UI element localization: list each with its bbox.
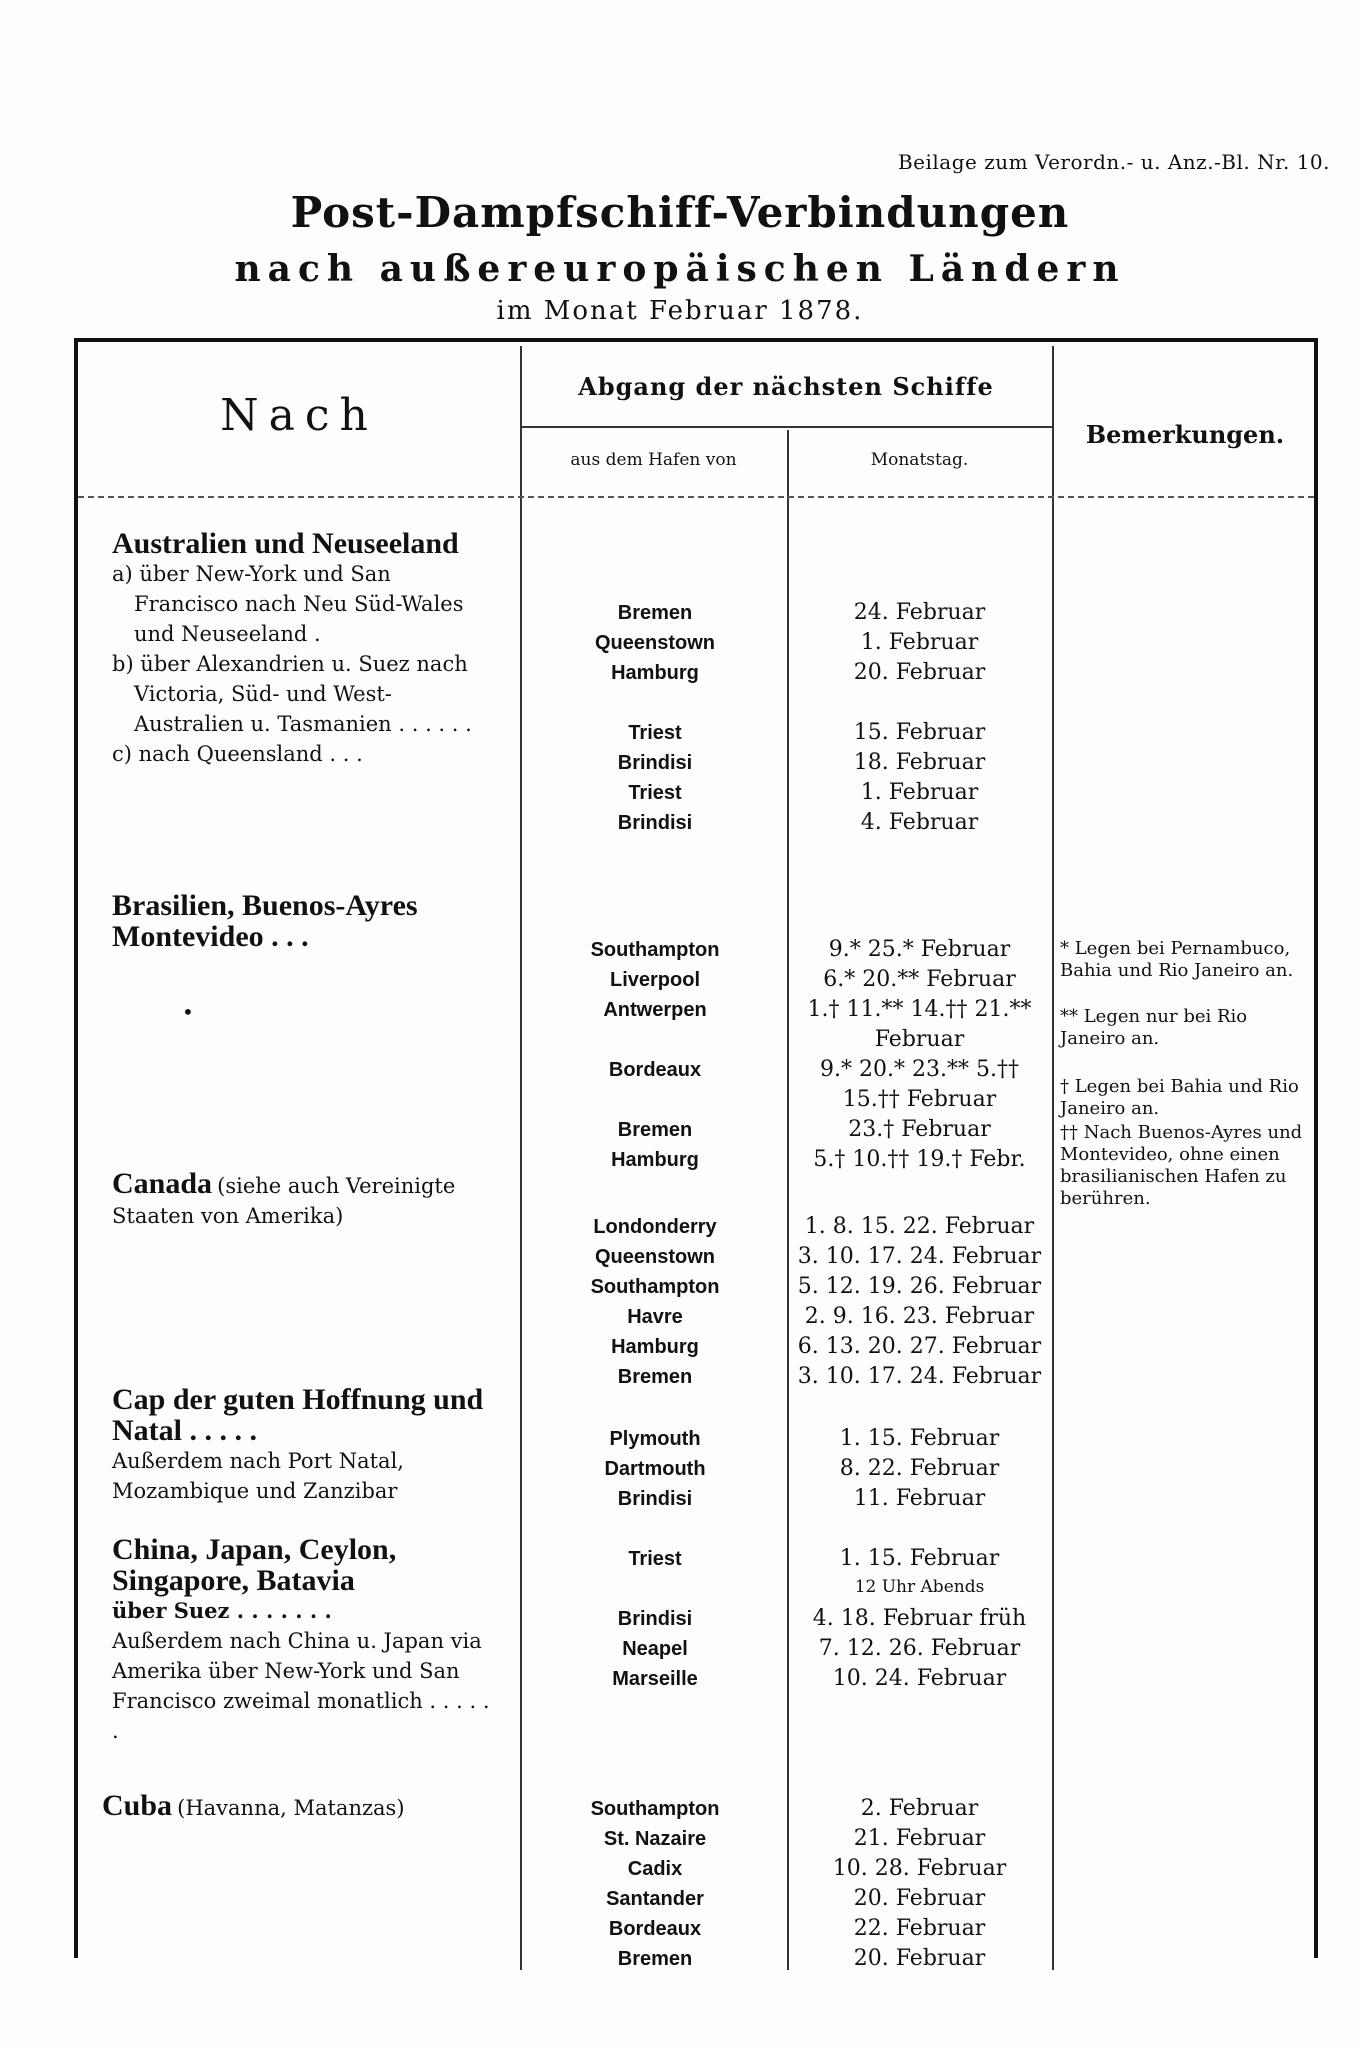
- destination-route-c: c) nach Queensland . . .: [112, 742, 363, 766]
- sailing-day: 1.† 11.** 14.†† 21.**: [807, 997, 1032, 1022]
- destination-head: Brasilien, Buenos-Ayres Montevideo . . .: [112, 889, 418, 953]
- port: Triest: [628, 722, 682, 744]
- remark: † Legen bei Bahia und Rio Janeiro an.: [1060, 1076, 1299, 1119]
- sailing-day: 15. Februar: [853, 720, 986, 745]
- sailing-day: Februar: [874, 1027, 965, 1052]
- destination-canada: [112, 1168, 498, 1231]
- header-bottom-rule: [78, 496, 1314, 498]
- sailing-day: 20. Februar: [853, 1886, 986, 1911]
- page-subtitle: nach außereuropäischen Ländern: [234, 248, 1126, 290]
- port: Bremen: [617, 602, 693, 624]
- port: Hamburg: [611, 662, 699, 684]
- destination-note: Außerdem nach Port Natal, Mozambique und Zanzibar: [112, 1449, 404, 1503]
- sailing-day: 2. Februar: [860, 1796, 979, 1821]
- destination-note: (siehe auch Vereinigte Staaten von Amerika): [112, 1174, 456, 1228]
- sailing-day: 15.†† Februar: [842, 1087, 997, 1112]
- destination-china: [112, 1534, 498, 1746]
- sailing-day: 5.† 10.†† 19.† Febr.: [813, 1147, 1026, 1172]
- port: Bremen: [617, 1366, 693, 1388]
- destination-head: Cuba: [102, 1789, 173, 1822]
- page-title: Post-Dampfschiff-Verbindungen: [290, 188, 1070, 237]
- destination-head: China, Japan, Ceylon, Singapore, Batavia: [112, 1533, 397, 1597]
- column-header-abgang: Abgang der nächsten Schiffe: [578, 372, 994, 401]
- sailing-day: 1. 15. Februar: [839, 1546, 1000, 1571]
- port: Brindisi: [617, 812, 693, 834]
- sailing-day: 9.* 20.* 23.** 5.††: [820, 1057, 1019, 1082]
- sailing-day: 4. Februar: [860, 810, 979, 835]
- sailing-day: 23.† Februar: [848, 1117, 991, 1142]
- sailing-day: 1. 15. Februar: [839, 1426, 1000, 1451]
- column-header-hafen: aus dem Hafen von: [570, 450, 737, 470]
- remark: ** Legen nur bei Rio Janeiro an.: [1060, 1006, 1248, 1049]
- sailing-day: 18. Februar: [853, 750, 986, 775]
- port: Hamburg: [611, 1149, 699, 1171]
- sailing-day: 11. Februar: [853, 1486, 986, 1511]
- destination-note: Außerdem nach China u. Japan via Amerika über New-York und San Francisco zweimal monatlich . . . . . .: [112, 1629, 490, 1743]
- column-divider: [1052, 346, 1054, 1970]
- destination-cap: [112, 1384, 498, 1506]
- sailing-day: 6.* 20.** Februar: [823, 967, 1016, 992]
- sailing-day: 10. 24. Februar: [832, 1666, 1007, 1691]
- port: Queenstown: [594, 1246, 715, 1268]
- stray-dot: •: [182, 1000, 194, 1024]
- port: Cadix: [627, 1858, 683, 1880]
- port: Triest: [628, 1548, 682, 1570]
- beilage-reference: Beilage zum Verordn.- u. Anz.-Bl. Nr. 10.: [897, 150, 1330, 174]
- column-divider: [520, 346, 522, 1970]
- destination-brasilien: [112, 890, 498, 952]
- sailing-day: 21. Februar: [853, 1826, 986, 1851]
- port: Brindisi: [617, 1608, 693, 1630]
- sailing-day: 7. 12. 26. Februar: [818, 1636, 1021, 1661]
- remark: * Legen bei Pernambuco, Bahia und Rio Janeiro an.: [1060, 938, 1294, 981]
- column-header-nach: Nach: [220, 390, 378, 441]
- port: Londonderry: [593, 1216, 717, 1238]
- port: Plymouth: [609, 1428, 701, 1450]
- sailing-day: 10. 28. Februar: [832, 1856, 1007, 1881]
- port: Santander: [606, 1888, 704, 1910]
- sailing-day: 3. 10. 17. 24. Februar: [797, 1244, 1042, 1269]
- port: Queenstown: [594, 632, 715, 654]
- sailing-day: 1. 8. 15. 22. Februar: [804, 1214, 1035, 1239]
- page-period: im Monat Februar 1878.: [496, 296, 864, 326]
- port: St. Nazaire: [603, 1828, 707, 1850]
- port: Bordeaux: [608, 1918, 702, 1940]
- sailing-day: 8. 22. Februar: [839, 1456, 1000, 1481]
- sailing-day: 20. Februar: [853, 1946, 986, 1971]
- port: Neapel: [622, 1638, 688, 1660]
- port: Liverpool: [609, 969, 700, 991]
- port: Bremen: [617, 1948, 693, 1970]
- destination-route-a: a) über New-York und San Francisco nach Neu Süd-Wales und Neuseeland .: [112, 562, 464, 646]
- port: Bremen: [617, 1119, 693, 1141]
- sailing-day: 6. 13. 20. 27. Februar: [797, 1334, 1042, 1359]
- port: Southampton: [590, 1276, 720, 1298]
- port: Bordeaux: [608, 1059, 702, 1081]
- sailing-day: 22. Februar: [853, 1916, 986, 1941]
- remark: †† Nach Buenos-Ayres und Montevideo, ohne einen brasilianischen Hafen zu berühren.: [1060, 1122, 1303, 1209]
- port: Marseille: [612, 1668, 698, 1690]
- sailing-day: 3. 10. 17. 24. Februar: [797, 1364, 1042, 1389]
- sailing-day: 1. Februar: [860, 780, 979, 805]
- port: Brindisi: [617, 752, 693, 774]
- sailing-day: 24. Februar: [853, 600, 986, 625]
- destination-head: Canada: [112, 1167, 213, 1200]
- sailing-day-note: 12 Uhr Abends: [854, 1577, 985, 1597]
- destination-australien: [112, 528, 498, 769]
- column-header-bemerkungen: Bemerkungen.: [1085, 420, 1285, 449]
- destination-cuba: [102, 1790, 488, 1823]
- sailing-day: 4. 18. Februar früh: [812, 1606, 1027, 1631]
- port: Havre: [627, 1306, 683, 1328]
- sailing-day: 1. Februar: [860, 630, 979, 655]
- port: Dartmouth: [604, 1458, 706, 1480]
- port: Brindisi: [617, 1488, 693, 1510]
- port: Triest: [628, 782, 682, 804]
- destination-head: Australien und Neuseeland: [112, 527, 459, 560]
- port: Hamburg: [611, 1336, 699, 1358]
- destination-head: Cap der guten Hoffnung und Natal . . . . .: [112, 1383, 484, 1447]
- destination-note: (Havanna, Matanzas): [177, 1796, 405, 1820]
- sailing-day: 5. 12. 19. 26. Februar: [797, 1274, 1042, 1299]
- header-divider: [520, 426, 1052, 428]
- port: Southampton: [590, 939, 720, 961]
- sailing-day: 20. Februar: [853, 660, 986, 685]
- column-header-monatstag: Monatstag.: [870, 450, 969, 470]
- sailing-day: 2. 9. 16. 23. Februar: [804, 1304, 1035, 1329]
- port: Antwerpen: [603, 999, 707, 1021]
- port: Southampton: [590, 1798, 720, 1820]
- destination-route-b: b) über Alexandrien u. Suez nach Victoria, Süd- und West-Australien u. Tasmanien . . . . . .: [112, 652, 472, 736]
- destination-route: über Suez . . . . . . .: [112, 1598, 332, 1623]
- sailing-day: 9.* 25.* Februar: [828, 937, 1011, 962]
